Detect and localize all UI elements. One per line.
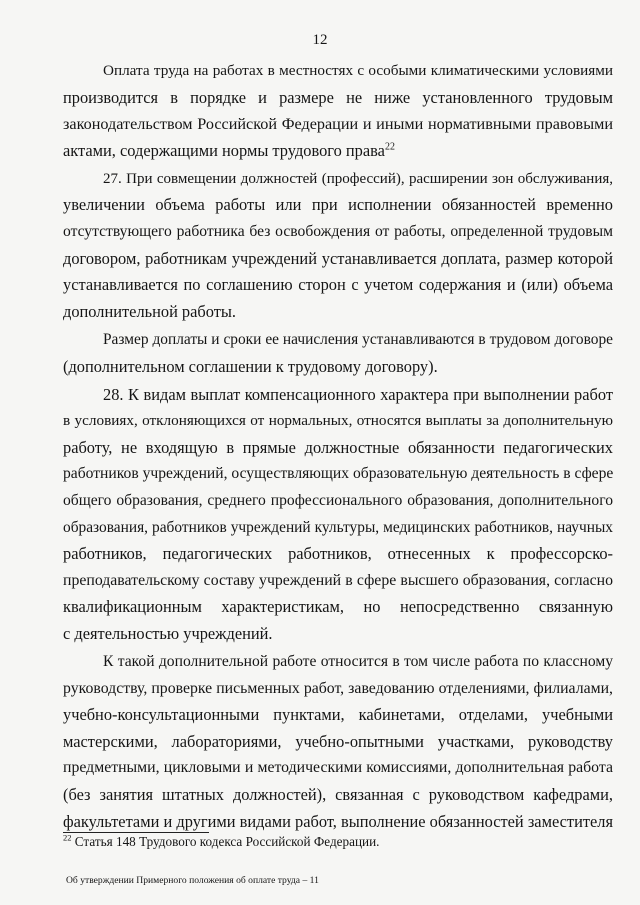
text-line: предметными, цикловыми и методическими комиссиями, дополнительная работа <box>63 759 613 777</box>
footnote-number: 22 <box>63 832 72 843</box>
text-line: учебно-консультационными пунктами, кабинетами, отделами, учебными <box>63 705 613 725</box>
text-line: мастерскими, лабораториями, учебно-опытными участками, руководству <box>63 731 613 751</box>
text-line: работу, не входящую в прямые должностные обязанности педагогических <box>63 437 613 457</box>
text-line: устанавливается по соглашению сторон с учетом содержания и (или) объема <box>63 275 613 295</box>
text-line: с деятельностью учреждений. <box>63 623 273 643</box>
text-line: Оплата труда на работах в местностях с особыми климатическими условиями <box>103 62 613 79</box>
footnote-divider <box>63 832 209 833</box>
text-line-content: актами, содержащими нормы трудового права <box>63 140 385 160</box>
text-line: К такой дополнительной работе относится в том числе работа по классному <box>103 653 613 671</box>
text-line: производится в порядке и размере не ниже установленного трудовым <box>63 87 613 107</box>
paragraph <box>63 166 613 326</box>
text-line: (дополнительном соглашении к трудовому договору). <box>63 356 438 376</box>
footnote <box>63 834 379 850</box>
text-line: работников, педагогических работников, отнесенных к профессорско- <box>63 544 613 564</box>
page-number: 12 <box>312 32 328 48</box>
text-line: договором, работникам учреждений устанавливается доплата, размер которой <box>63 248 613 268</box>
text-line: дополнительной работы. <box>63 301 236 321</box>
text-line: законодательством Российской Федерации и иными нормативными правовыми <box>63 115 613 134</box>
footnote-reference: 22 <box>384 141 395 153</box>
text-line: в условиях, отклоняющихся от нормальных, относятся выплаты за дополнительную <box>63 412 613 430</box>
text-line <box>63 138 613 165</box>
text-line: (без занятия штатных должностей), связанная с руководством кафедрами, <box>63 785 613 805</box>
text-line: факультетами и другими видами работ, выполнение обязанностей заместителя <box>63 811 613 831</box>
text-line: 28. К видам выплат компенсационного характера при выполнении работ <box>103 384 613 404</box>
text-line: образования, работников учреждений культуры, медицинских работников, научных <box>63 518 613 536</box>
text-line: квалификационным характеристикам, но непосредственно связанную <box>63 597 613 617</box>
paragraph <box>63 382 613 648</box>
paragraph <box>63 58 613 164</box>
text-line: преподавательскому составу учреждений в сфере высшего образования, согласно <box>63 571 613 589</box>
body-text <box>63 58 613 835</box>
text-line: руководству, проверке письменных работ, заведованию отделениями, филиалами, <box>63 679 613 697</box>
paragraph <box>63 649 613 835</box>
text-line: отсутствующего работника без освобождения от работы, определенной трудовым <box>63 223 613 241</box>
text-line: Размер доплаты и сроки ее начисления устанавливаются в трудовом договоре <box>103 330 613 348</box>
text-line: 27. При совмещении должностей (профессий), расширении зон обслуживания, <box>103 170 613 187</box>
text-line: общего образования, среднего профессионального образования, дополнительного <box>63 492 613 509</box>
text-line: увеличении объема работы или при исполнении обязанностей временно <box>63 195 613 215</box>
running-footer: Об утверждении Примерного положения об оплате труда – 11 <box>66 875 319 886</box>
paragraph <box>63 327 613 380</box>
footnote-text: Статья 148 Трудового кодекса Российской Федерации. <box>74 834 380 849</box>
text-line: работников учреждений, осуществляющих образовательную деятельность в сфере <box>63 465 613 483</box>
